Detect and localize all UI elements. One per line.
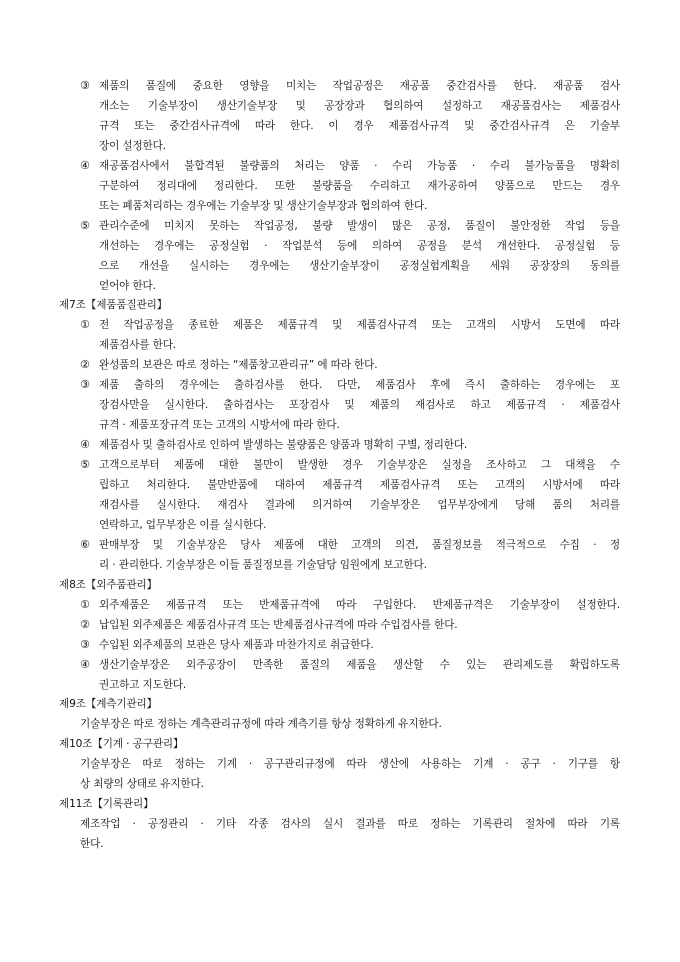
item-number: ⑤ [80,219,90,232]
item-text-line: 얻어야 한다. [99,280,156,292]
item-text-line: 구분하여 정리대에 정리한다. 또한 불량품을 수리하고 재가공하여 양품으로 만드는 경우 [99,180,620,192]
item-number: ④ [80,438,90,451]
item-text-line: 립하고 처리한다. 불만반품에 대하여 제품규격 제품검사규격 또는 고객의 시방서에 따라 [99,479,620,491]
item-number: ④ [80,658,90,671]
article-heading: 제10조【기계 · 공구관리】 [59,738,184,750]
article-body-line: 기술부장은 따로 정하는 계측관리규정에 따라 계측기를 항상 정확하게 유지한다. [80,718,442,730]
item-text-line: 장검사만을 실시한다. 출하검사는 포장검사 및 제품의 재검사로 하고 제품규격 · 제품검사 [99,399,620,411]
item-text-line: 또는 폐품처리하는 경우에는 기술부장 및 생산기술부장과 협의하여 한다. [99,200,428,212]
item-text-line: 전 작업공정을 종료한 제품은 제품규격 및 제품검사규격 또는 고객의 시방서 도면에 따라 [99,319,620,331]
item-text-line: 권고하고 지도한다. [99,679,187,691]
article-heading: 제11조【기록관리】 [59,798,154,810]
item-text-line: 재검사를 실시한다. 재검사 결과에 의거하여 기술부장은 업무부장에게 당해 품의 처리를 [99,499,620,511]
item-text-line: 판매부장 및 기술부장은 당사 제품에 대한 고객의 의견, 품질정보를 적극적으로 수집 · 정 [99,539,620,551]
item-text-line: 수입된 외주제품의 보관은 당사 제품과 마찬가지로 취급한다. [99,639,374,651]
item-text-line: 외주제품은 제품규격 또는 반제품규격에 따라 구입한다. 반제품규격은 기술부장이 설정한다. [99,599,620,611]
item-text-line: 고객으로부터 제품에 대한 불만이 발생한 경우 기술부장은 실정을 조사하고 그 대책을 수 [99,459,620,471]
item-text-line: 개소는 기술부장이 생산기술부장 및 공장장과 협의하여 설정하고 재공품검사는 제품검사 [99,100,620,112]
article-heading: 제7조【제품품질관리】 [59,299,168,311]
article-body-line: 제조작업 · 공정관리 · 기타 각종 검사의 실시 결과를 따로 정하는 기록관리 절차에 따라 기록 [80,818,620,830]
item-text-line: 연락하고, 업무부장은 이를 실시한다. [99,519,267,531]
item-number: ② [80,358,90,371]
item-text-line: 으로 개선을 실시하는 경우에는 생산기술부장이 공정실험계획을 세워 공장장의 동의를 [99,260,620,272]
item-text-line: 제품검사를 한다. [99,339,177,351]
item-number: ① [80,598,90,611]
item-text-line: 규격 또는 중간검사규격에 따라 한다. 이 경우 제품검사규격 및 중간검사규격 은 기술부 [99,120,620,132]
item-number: ⑤ [80,458,90,471]
item-number: ④ [80,159,90,172]
article-body-line: 한다. [80,838,104,850]
item-text-line: 제품의 품질에 중요한 영향을 미치는 작업공정은 재공품 중간검사를 한다. 재공품 검사 [99,80,620,92]
item-number: ③ [80,79,90,92]
item-text-line: 규격 · 제품포장규격 또는 고객의 시방서에 따라 한다. [99,419,340,431]
item-text-line: 개선하는 경우에는 공정실험 · 작업분석 등에 의하여 공정을 분석 개선한다. 공정실험 등 [99,240,620,252]
article-body-line: 상 최량의 상태로 유지한다. [80,778,204,790]
item-text-line: 제품 출하의 경우에는 출하검사를 한다. 다만, 제품검사 후에 즉시 출하하는 경우에는 포 [99,379,620,391]
item-number: ⑥ [80,538,90,551]
item-number: ③ [80,378,90,391]
item-text-line: 제품검사 및 출하검사로 인하여 발생하는 불량품은 양품과 명확히 구별, 정리한다. [99,439,468,451]
item-number: ① [80,318,90,331]
item-number: ③ [80,638,90,651]
item-text-line: 장이 설정한다. [99,140,166,152]
article-body-line: 기술부장은 따로 정하는 기계 · 공구관리규정에 따라 생산에 사용하는 기계 · 공구 · 기구를 항 [80,758,620,770]
item-text-line: 리 · 관리한다. 기술부장은 이들 품질정보를 기술담당 임원에게 보고한다. [99,559,427,571]
article-heading: 제8조【외주품관리】 [59,579,158,591]
item-text-line: 납입된 외주제품은 제품검사규격 또는 반제품검사규격에 따라 수입검사를 한다. [99,619,458,631]
item-text-line: 재공품검사에서 불합격된 불량품의 처리는 양품 · 수리 가능품 · 수리 불가능품을 명확히 [99,160,620,172]
item-text-line: 관리수준에 미치지 못하는 작업공정, 불량 발생이 많은 공정, 품질이 불안정한 작업 등을 [99,220,620,232]
item-number: ② [80,618,90,631]
item-text-line: 완성품의 보관은 따로 정하는 “제품창고관리규” 에 따라 한다. [99,359,378,371]
item-text-line: 생산기술부장은 외주공장이 만족한 품질의 제품을 생산할 수 있는 관리제도를 확립하도록 [99,659,620,671]
article-heading: 제9조【계측기관리】 [59,698,158,710]
